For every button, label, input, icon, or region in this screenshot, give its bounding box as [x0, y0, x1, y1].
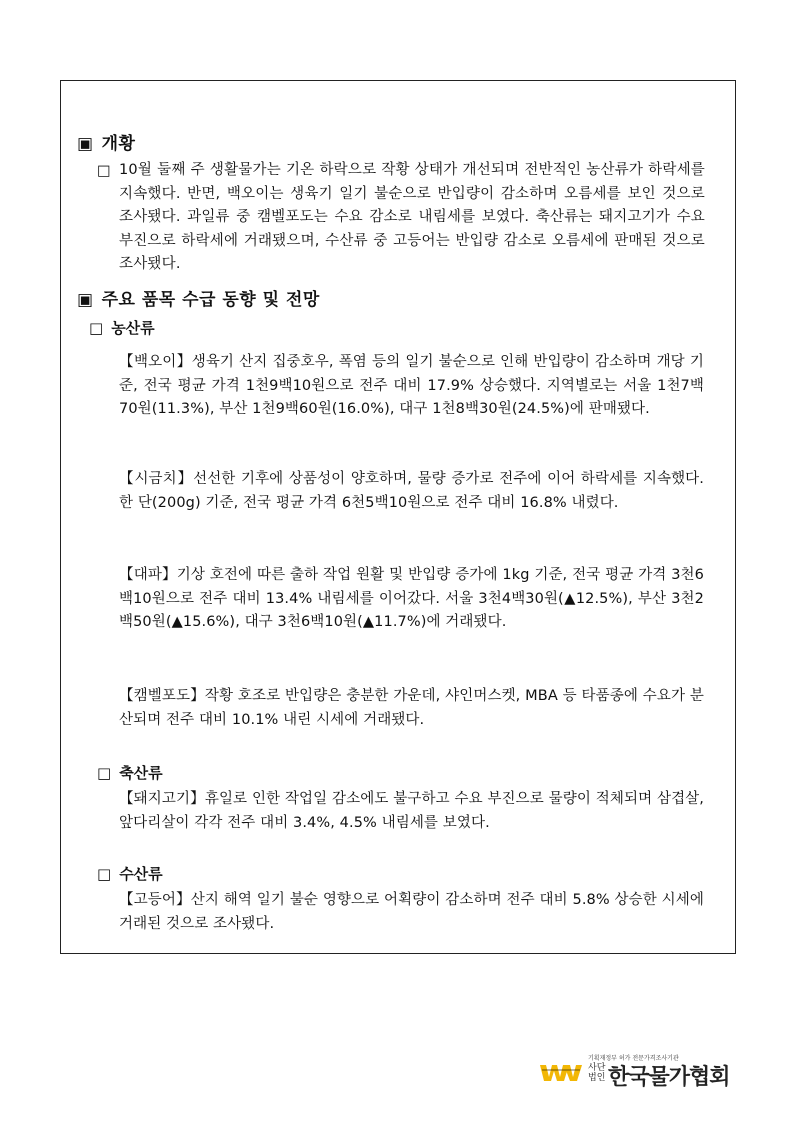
item-mackerel: 【고등어】산지 해역 일기 불순 영향으로 어획량이 감소하며 전주 대비 5.8% 상승한 시세에 거래된 것으로 조사됐다.: [119, 892, 704, 932]
report-frame: [60, 80, 736, 954]
item-campbell-grape: 【캠벨포도】작황 호조로 반입량은 충분한 가운데, 샤인머스켓, MBA 등 타품종에 수요가 분산되며 전주 대비 10.1% 내린 시세에 거래됐다.: [119, 688, 704, 728]
checkbox-bullet-icon: □: [97, 163, 111, 179]
fishery-title: 수산류: [119, 865, 163, 883]
trends-title: 주요 품목 수급 동향 및 전망: [101, 290, 320, 310]
checkbox-icon: □: [97, 865, 112, 883]
overview-text: 10월 둘째 주 생활물가는 기온 하락으로 작황 상태가 개선되며 전반적인 농산류가 하락세를 지속했다. 반면, 백오이는 생육기 일기 불순으로 반입량이 감소하며 오름세를 보인 것으로 조사됐다. 과일류 중 캠벨포도는 수요 감소로 내림세를 보였다. 축산류는 돼지고기가 수요 부진으로 하락세에 거래됐으며, 수산류 중 고등어는 반입량 감소로 오름세에 판매된 것으로 조사됐다.: [119, 162, 705, 272]
item-cucumber: 【백오이】생육기 산지 집중호우, 폭염 등의 일기 불순으로 인해 반입량이 감소하며 개당 기준, 전국 평균 가격 1천9백10원으로 전주 대비 17.9% 상승했다. 지역별로는 서울 1천7백70원(11.3%), 부산 1천9백60원(16.0%), 대구 1천8백30원(24.5%)에 판매됐다.: [119, 354, 704, 417]
association-logo: [540, 1053, 740, 1093]
item-pork: 【돼지고기】휴일로 인한 작업일 감소에도 불구하고 수요 부진으로 물량이 적체되며 삼겹살, 앞다리살이 각각 전주 대비 3.4%, 4.5% 내림세를 보였다.: [119, 791, 704, 831]
livestock-heading: [97, 762, 163, 783]
section-mark-icon: ▣: [77, 134, 94, 154]
agri-title: 농산류: [111, 319, 155, 337]
logo-org-name: 한국물가협회: [608, 1065, 730, 1090]
livestock-title: 축산류: [119, 764, 163, 782]
agri-heading: [89, 317, 155, 338]
overview-heading: [77, 129, 135, 154]
fishery-heading: [97, 863, 163, 884]
kpa-emblem-icon: [540, 1063, 582, 1083]
checkbox-icon: □: [89, 319, 104, 337]
item-green-onion: 【대파】기상 호전에 따른 출하 작업 원활 및 반입량 증가에 1kg 기준, 전국 평균 가격 3천6백10원으로 전주 대비 13.4% 내림세를 이어갔다. 서울 3천4백30원(▲12.5%), 부산 3천2백50원(▲15.6%), 대구 3천6백10원(▲11.7%)에 거래됐다.: [119, 567, 704, 630]
checkbox-icon: □: [97, 764, 112, 782]
logo-tagline: 기획재정부 허가 전문가격조사기관: [588, 1055, 679, 1062]
overview-title: 개황: [101, 134, 136, 154]
trends-heading: [77, 285, 320, 310]
section-mark-icon: ▣: [77, 290, 94, 310]
item-spinach: 【시금치】선선한 기후에 상품성이 양호하며, 물량 증가로 전주에 이어 하락세를 지속했다. 한 단(200g) 기준, 전국 평균 가격 6천5백10원으로 전주 대비 16.8% 내렸다.: [119, 471, 704, 511]
logo-corp-type: 사단법인: [588, 1063, 606, 1083]
